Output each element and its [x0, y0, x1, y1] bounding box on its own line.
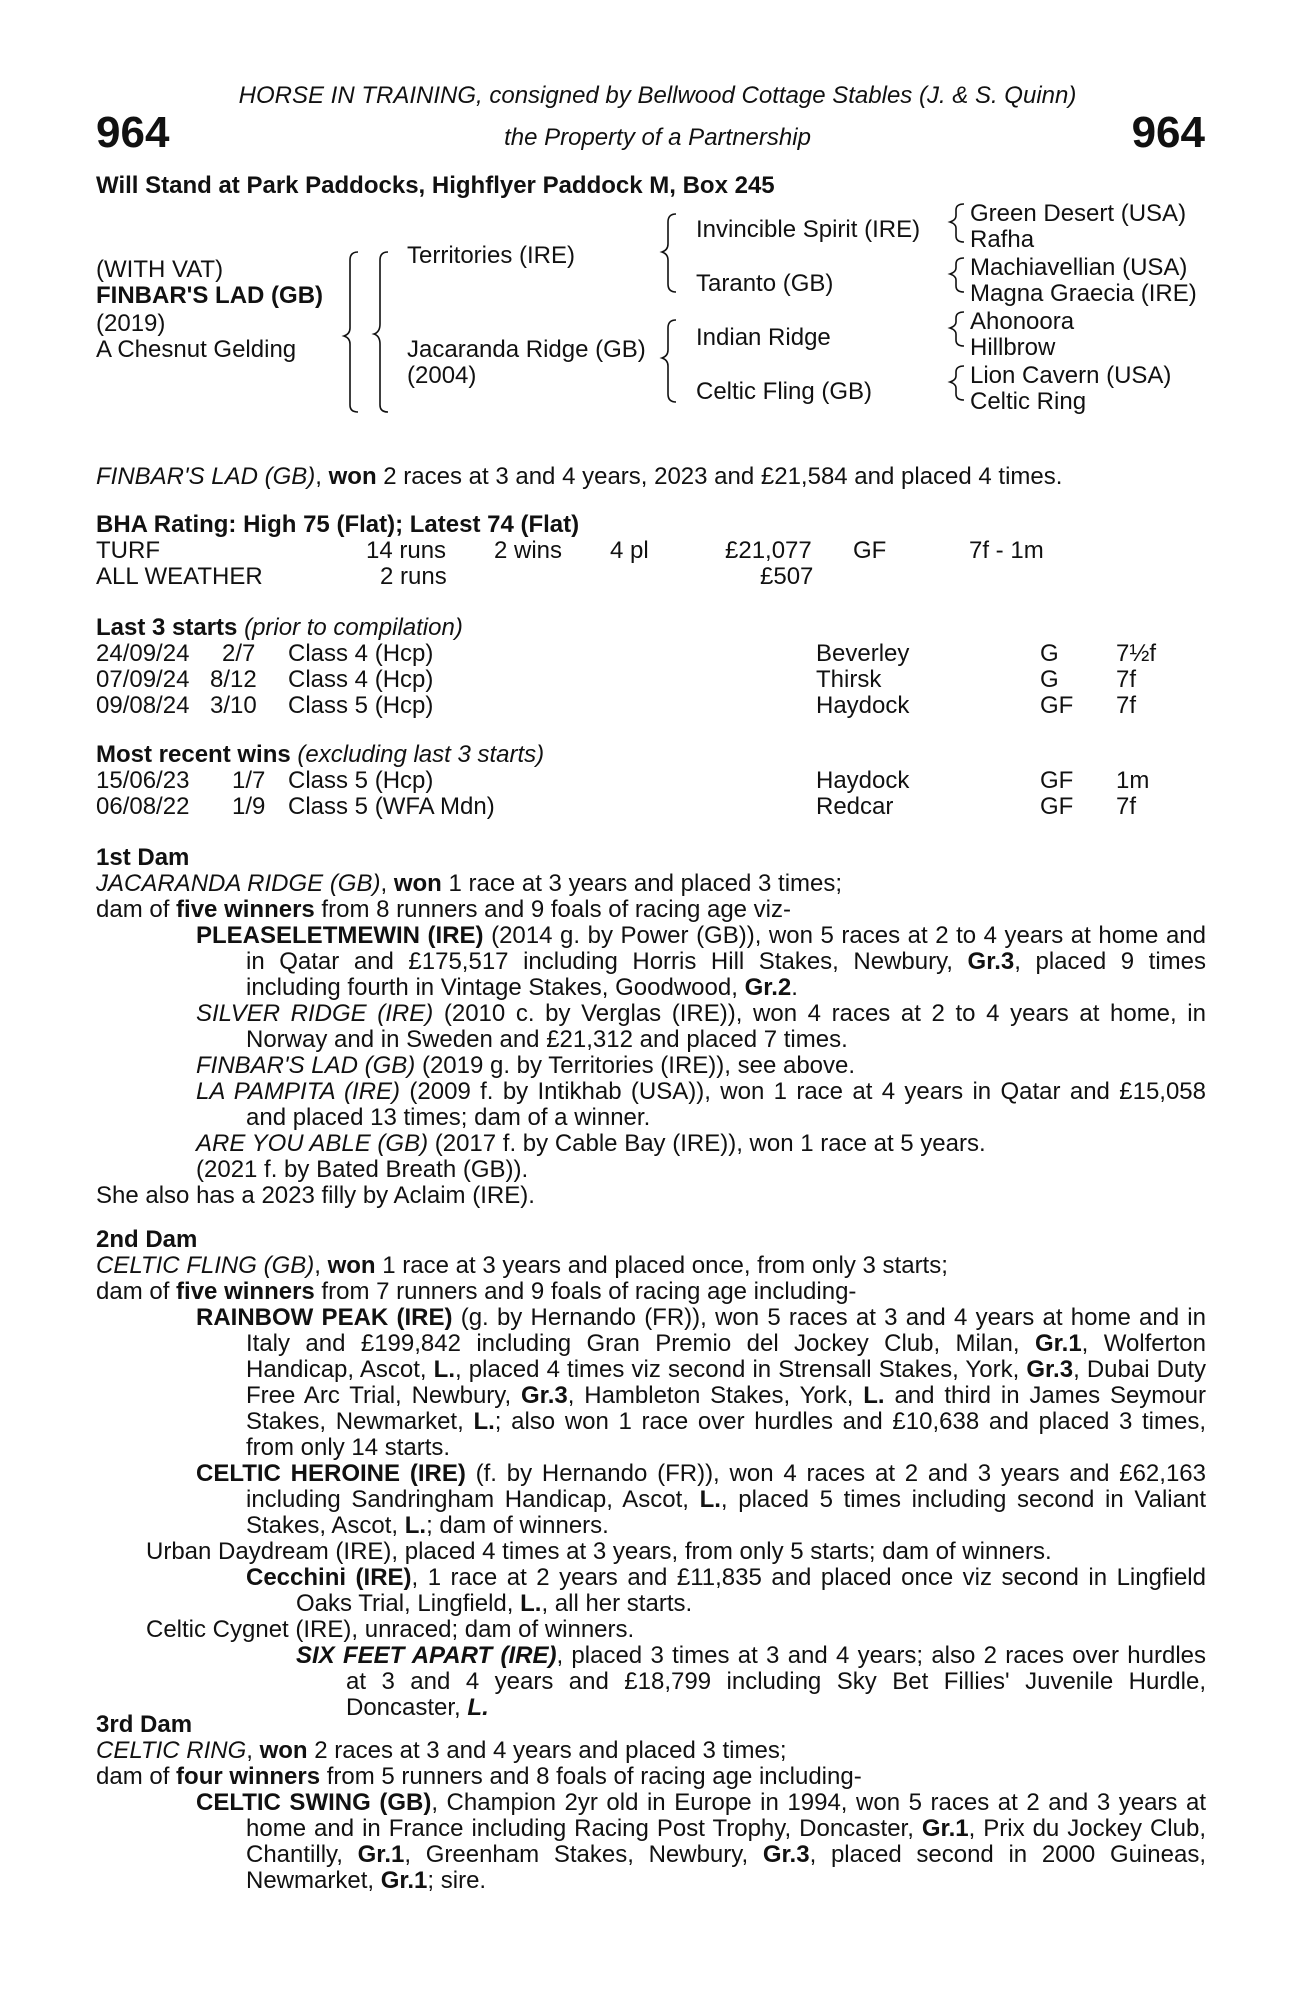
grade-label: Gr.1 — [921, 1815, 969, 1842]
sd-dam: Magna Graecia (IRE) — [970, 280, 1197, 307]
produce-prefix: dam of — [96, 1278, 177, 1305]
produce-prefix: dam of — [96, 896, 177, 923]
dd-dam: Celtic Ring — [970, 388, 1087, 415]
start-going: GF — [1040, 692, 1074, 719]
grade-label: L. — [473, 1408, 495, 1435]
record-text: 1 race at 3 years and placed 3 times; — [441, 870, 843, 897]
last-starts-note: (prior to compilation) — [244, 614, 463, 641]
horse-year: (2019) — [96, 310, 166, 337]
produce-note: She also has a 2023 filly by Aclaim (IRE). — [96, 1182, 535, 1209]
produce-text: and third in James Seymour Stakes, Newmarket, — [246, 1382, 1206, 1435]
ss-sire: Green Desert (USA) — [970, 200, 1187, 227]
win-course: Redcar — [816, 793, 894, 820]
produce-entry — [96, 1001, 1206, 1053]
produce-text: (2009 f. by Intikhab (USA)), won 1 race at 4 years in Qatar and £15,058 and placed 13 times; dam of a winner. — [246, 1078, 1207, 1131]
winners-count: four winners — [176, 1763, 321, 1790]
produce-text: , placed 5 times including second in Valiant Stakes, Ascot, — [246, 1486, 1206, 1539]
rating-wins: 2 wins — [494, 537, 563, 564]
grade-label: Gr.3 — [762, 1841, 810, 1868]
third-dam-section — [96, 1712, 1206, 1894]
rating-row — [96, 538, 1206, 564]
sire-dam: Taranto (GB) — [696, 270, 834, 297]
property-line: the Property of a Partnership — [504, 124, 811, 151]
produce-text: , Hambleton Stakes, York, — [567, 1382, 864, 1409]
produce-entry — [96, 1305, 1206, 1461]
dam-name: Jacaranda Ridge (GB) — [407, 336, 646, 363]
won-label: won — [259, 1737, 308, 1764]
produce-name: CELTIC SWING (GB) — [196, 1789, 432, 1816]
produce-text: from 5 runners and 8 foals of racing age including- — [320, 1763, 862, 1790]
produce-entry — [96, 1565, 1206, 1617]
grade-label: Gr.3 — [521, 1382, 568, 1409]
win-date: 06/08/22 — [96, 793, 190, 820]
start-date: 09/08/24 — [96, 692, 190, 719]
third-dam-heading: 3rd Dam — [96, 1711, 193, 1738]
lot-number-right: 964 — [1131, 108, 1205, 157]
win-position: 1/7 — [232, 767, 266, 794]
win-going: GF — [1040, 793, 1074, 820]
last-starts-block — [96, 615, 1206, 719]
start-going: G — [1040, 640, 1059, 667]
produce-name: LA PAMPITA (IRE) — [196, 1078, 401, 1105]
second-dam-produce — [96, 1279, 1206, 1305]
lot-number-left: 964 — [96, 108, 170, 157]
start-course: Haydock — [816, 692, 910, 719]
first-dam-produce — [96, 897, 1206, 923]
grade-label: Gr.1 — [380, 1867, 428, 1894]
produce-name: PLEASELETMEWIN (IRE) — [196, 922, 484, 949]
third-dam-record: CELTIC RING, won 2 races at 3 and 4 years and placed 3 times; — [96, 1737, 787, 1764]
produce-text: (2017 f. by Cable Bay (IRE)), won 1 race at 5 years. — [428, 1130, 986, 1157]
rating-distance: 7f - 1m — [969, 537, 1044, 564]
start-date: 24/09/24 — [96, 640, 190, 667]
win-position: 1/9 — [232, 793, 266, 820]
grade-label: Gr.1 — [357, 1841, 405, 1868]
rating-heading: BHA Rating: High 75 (Flat); Latest 74 (Flat) — [96, 511, 580, 538]
produce-name: Cecchini (IRE) — [246, 1564, 412, 1591]
grade-label: Gr.3 — [1026, 1356, 1074, 1383]
produce-name: SIX FEET APART (IRE) — [296, 1642, 557, 1669]
produce-name: CELTIC HEROINE (IRE) — [196, 1460, 466, 1487]
produce-name: SILVER RIDGE (IRE) — [196, 1000, 434, 1027]
win-distance: 1m — [1116, 767, 1150, 794]
last-starts-heading: Last 3 starts — [96, 614, 238, 641]
grade-label: Gr.2 — [744, 974, 792, 1001]
produce-entry — [96, 1053, 1206, 1079]
start-course: Beverley — [816, 640, 910, 667]
rating-prize: £21,077 — [725, 537, 812, 564]
produce-text: (2010 c. by Verglas (IRE)), won 4 races at 2 to 4 years at home, in Norway and in Sweden and £21,312 and placed 7 times. — [246, 1000, 1206, 1053]
produce-text: from 7 runners and 9 foals of racing age including- — [314, 1278, 857, 1305]
grade-label: Gr.1 — [1034, 1330, 1082, 1357]
produce-prefix: dam of — [96, 1763, 177, 1790]
produce-name: ARE YOU ABLE (GB) — [196, 1130, 429, 1157]
recent-wins-block — [96, 742, 1206, 820]
produce-text: (2019 g. by Territories (IRE)), see above. — [415, 1052, 856, 1079]
won-label: won — [327, 1252, 376, 1279]
first-dam-heading: 1st Dam — [96, 844, 190, 871]
start-position: 2/7 — [222, 640, 256, 667]
produce-entry — [96, 1461, 1206, 1539]
second-dam-record: CELTIC FLING (GB), won 1 race at 3 years and placed once, from only 3 starts; — [96, 1252, 948, 1279]
recent-wins-note: (excluding last 3 starts) — [297, 741, 545, 768]
first-dam-section — [96, 845, 1206, 1209]
dam-dam: Celtic Fling (GB) — [696, 378, 873, 405]
produce-text: , placed 3 times at 3 and 4 years; also 2 races over hurdles at 3 and 4 years and £18,799 including Sky Bet Fillies' Juvenile Hurdle, Doncaster, — [346, 1642, 1206, 1721]
rating-placed: 4 pl — [610, 537, 649, 564]
grade-label: L. — [699, 1486, 721, 1513]
record-text: 2 races at 3 and 4 years and placed 3 times; — [307, 1737, 787, 1764]
ds-dam: Hillbrow — [970, 334, 1056, 361]
produce-text: , all her starts. — [541, 1590, 693, 1617]
grade-label: L. — [467, 1694, 489, 1721]
grade-label: L. — [863, 1382, 885, 1409]
produce-text: , Champion 2yr old in Europe in 1994, won 5 races at 2 and 3 years at home and in France including Racing Post Trophy, Doncaster, — [246, 1789, 1206, 1842]
sire-sire: Invincible Spirit (IRE) — [696, 216, 921, 243]
horse-description: A Chesnut Gelding — [96, 336, 297, 363]
win-course: Haydock — [816, 767, 910, 794]
start-course: Thirsk — [816, 666, 882, 693]
produce-text: (2014 g. by Power (GB)), won 5 races at 2 to 4 years at home and in Qatar and £175,517 including Horris Hill Stakes, Newbury, — [246, 922, 1206, 975]
winners-count: five winners — [176, 896, 315, 923]
start-going: G — [1040, 666, 1059, 693]
pedigree-table — [96, 200, 1216, 420]
rating-row — [96, 564, 1206, 590]
dd-sire: Lion Cavern (USA) — [970, 362, 1172, 389]
produce-name: RAINBOW PEAK (IRE) — [196, 1304, 453, 1331]
ds-sire: Ahonoora — [970, 308, 1075, 335]
summary-won: won — [328, 463, 377, 490]
winners-count: five winners — [176, 1278, 315, 1305]
second-dam-heading: 2nd Dam — [96, 1226, 198, 1253]
start-distance: 7f — [1116, 692, 1137, 719]
sd-sire: Machiavellian (USA) — [970, 254, 1188, 281]
produce-entry — [96, 1790, 1206, 1894]
rating-runs: 2 runs — [380, 563, 447, 590]
produce-entry: (2021 f. by Bated Breath (GB)). — [196, 1156, 529, 1183]
win-row — [96, 768, 1206, 794]
start-distance: 7f — [1116, 666, 1137, 693]
start-position: 3/10 — [210, 692, 257, 719]
first-dam-record: JACARANDA RIDGE (GB), won 1 race at 3 years and placed 3 times; — [96, 870, 843, 897]
produce-text: , 1 race at 2 years and £11,835 and placed once viz second in Lingfield Oaks Trial, Lingfield, — [296, 1564, 1206, 1617]
stand-location: Will Stand at Park Paddocks, Highflyer Paddock M, Box 245 — [96, 172, 775, 199]
produce-text: (f. by Hernando (FR)), won 4 races at 2 and 3 years and £62,163 including Sandringham Handicap, Ascot, — [246, 1460, 1206, 1513]
produce-text: , placed 9 times including fourth in Vintage Stakes, Goodwood, — [246, 948, 1206, 1001]
rating-going: GF — [853, 537, 887, 564]
produce-text: , Greenham Stakes, Newbury, — [404, 1841, 763, 1868]
rating-block — [96, 512, 1206, 590]
produce-entry — [96, 1131, 1206, 1157]
third-dam-produce — [96, 1764, 1206, 1790]
win-going: GF — [1040, 767, 1074, 794]
produce-text: , Prix du Jockey Club, Chantilly, — [246, 1815, 1207, 1868]
produce-text: , placed 4 times viz second in Strensall Stakes, York, — [454, 1356, 1027, 1383]
dam-name: JACARANDA RIDGE (GB) — [96, 870, 381, 897]
start-row — [96, 667, 1206, 693]
win-date: 15/06/23 — [96, 767, 190, 794]
record-text: 1 race at 3 years and placed once, from only 3 starts; — [375, 1252, 948, 1279]
recent-wins-heading: Most recent wins — [96, 741, 291, 768]
produce-text: from 8 runners and 9 foals of racing age viz- — [314, 896, 792, 923]
produce-entry: Celtic Cygnet (IRE), unraced; dam of winners. — [146, 1616, 635, 1643]
summary-horse-name: FINBAR'S LAD (GB) — [96, 463, 316, 490]
produce-text: , placed second in 2000 Guineas, Newmarket, — [246, 1841, 1207, 1894]
produce-text: , Dubai Duty Free Arc Trial, Newbury, — [246, 1356, 1207, 1409]
produce-text: , Wolferton Handicap, Ascot, — [246, 1330, 1207, 1383]
grade-label: L. — [433, 1356, 455, 1383]
grade-label: Gr.3 — [967, 948, 1015, 975]
win-row — [96, 794, 1206, 820]
sire-name: Territories (IRE) — [407, 242, 576, 269]
summary-rest: 2 races at 3 and 4 years, 2023 and £21,584 and placed 4 times. — [376, 463, 1063, 490]
produce-entry: Urban Daydream (IRE), placed 4 times at 3 years, from only 5 starts; dam of winners. — [146, 1538, 1052, 1565]
dam-name: CELTIC FLING (GB) — [96, 1252, 315, 1279]
grade-label: L. — [404, 1512, 427, 1539]
ss-dam: Rafha — [970, 226, 1035, 253]
start-position: 8/12 — [210, 666, 257, 693]
dam-year: (2004) — [407, 362, 477, 389]
horse-vat: (WITH VAT) — [96, 256, 224, 283]
produce-name: FINBAR'S LAD (GB) — [196, 1052, 416, 1079]
rating-surface: ALL WEATHER — [96, 563, 263, 590]
win-distance: 7f — [1116, 793, 1137, 820]
start-class: Class 4 (Hcp) — [288, 666, 434, 693]
start-class: Class 4 (Hcp) — [288, 640, 434, 667]
second-dam-section — [96, 1227, 1206, 1721]
win-class: Class 5 (WFA Mdn) — [288, 793, 495, 820]
win-class: Class 5 (Hcp) — [288, 767, 434, 794]
won-label: won — [393, 870, 442, 897]
start-distance: 7½f — [1116, 640, 1157, 667]
produce-text: . — [791, 974, 798, 1001]
start-row — [96, 693, 1206, 719]
start-class: Class 5 (Hcp) — [288, 692, 434, 719]
produce-text: (g. by Hernando (FR)), won 5 races at 3 and 4 years at home and in Italy and £199,842 including Gran Premio del Jockey Club, Milan, — [246, 1304, 1206, 1357]
produce-text: ; sire. — [427, 1867, 487, 1894]
produce-text: ; dam of winners. — [426, 1512, 609, 1539]
start-row — [96, 641, 1206, 667]
dam-sire: Indian Ridge — [696, 324, 831, 351]
produce-entry — [96, 1079, 1206, 1131]
rating-runs: 14 runs — [366, 537, 447, 564]
produce-text: ; also won 1 race over hurdles and £10,638 and placed 3 times, from only 14 starts. — [246, 1408, 1207, 1461]
rating-prize: £507 — [760, 563, 814, 590]
race-summary: FINBAR'S LAD (GB), won 2 races at 3 and 4 years, 2023 and £21,584 and placed 4 times. — [96, 463, 1063, 490]
horse-name: FINBAR'S LAD (GB) — [96, 282, 324, 309]
grade-label: L. — [520, 1590, 542, 1617]
produce-entry — [96, 1643, 1206, 1721]
rating-surface: TURF — [96, 537, 160, 564]
dam-name: CELTIC RING — [96, 1737, 247, 1764]
produce-entry — [96, 923, 1206, 1001]
start-date: 07/09/24 — [96, 666, 190, 693]
consignment-line: HORSE IN TRAINING, consigned by Bellwood Cottage Stables (J. & S. Quinn) — [238, 82, 1077, 109]
